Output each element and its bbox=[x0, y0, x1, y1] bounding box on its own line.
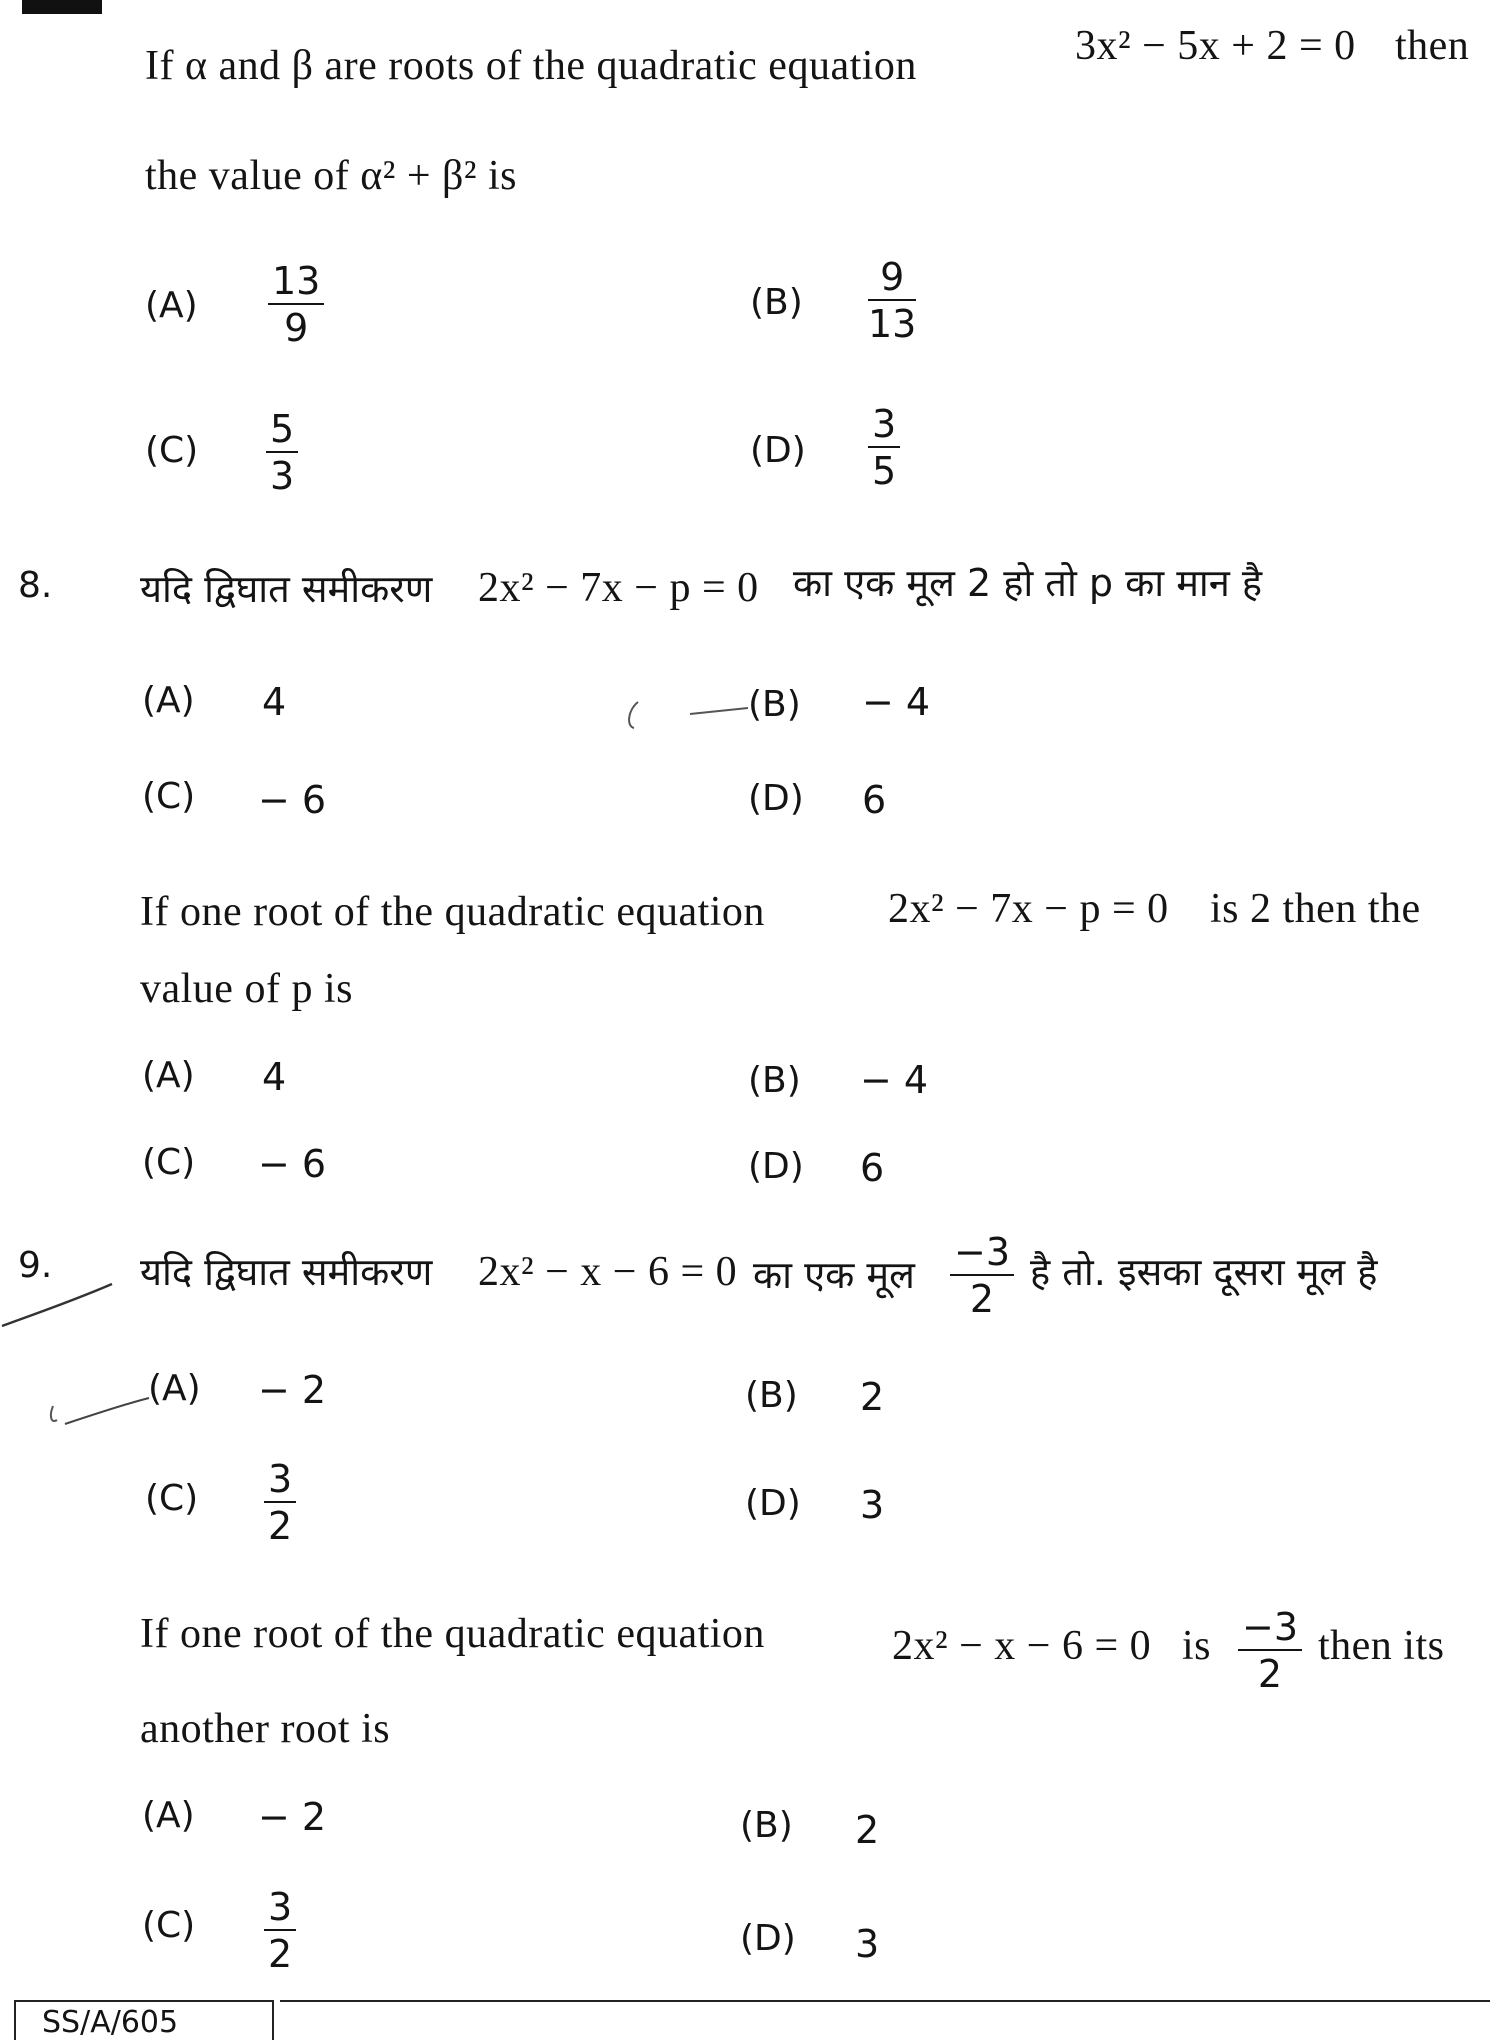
pencil-tick-mark bbox=[620, 690, 770, 740]
q9-en-is: is bbox=[1182, 1623, 1212, 1669]
q7-text-pre: If α and β are roots of the quadratic equation bbox=[145, 43, 917, 89]
q9-hi-option-a-value: − 2 bbox=[258, 1368, 327, 1412]
q9-hi-option-c-value: $\frac{3}{2}$ bbox=[264, 1460, 296, 1545]
q9-en-option-c-value: $\frac{3}{2}$ bbox=[264, 1888, 296, 1973]
pencil-tick-mark-2 bbox=[45, 1380, 155, 1440]
q8-en-option-b-label: (B) bbox=[748, 1060, 801, 1101]
q8-hi-option-b-value: − 4 bbox=[862, 680, 931, 724]
q8-en-option-b-value: − 4 bbox=[860, 1058, 929, 1102]
q8-hi-option-a-label: (A) bbox=[142, 680, 195, 721]
q9-hi-option-d-label: (D) bbox=[745, 1483, 801, 1524]
q8-hindi-text-post: का एक मूल 2 हो तो p का मान है bbox=[793, 561, 1263, 605]
q7-option-c-label: (C) bbox=[145, 430, 199, 471]
q7-option-b-value: $\frac{9}{13}$ bbox=[868, 255, 917, 346]
q9-hi-option-d-value: 3 bbox=[860, 1483, 885, 1527]
q9-en-option-a-value: − 2 bbox=[258, 1795, 327, 1839]
pencil-stroke-mark bbox=[0, 1268, 120, 1338]
q8-hi-option-d-value: 6 bbox=[862, 778, 887, 822]
q9-hindi-equation: 2x² − x − 6 = 0 bbox=[478, 1249, 738, 1295]
q9-hi-option-c-label: (C) bbox=[145, 1478, 199, 1519]
q7-option-a-value: $\frac{13}{9}$ bbox=[268, 262, 324, 347]
q9-en-fraction: $\frac{-3}{2}$ bbox=[1238, 1608, 1302, 1693]
q8-hi-option-c-label: (C) bbox=[142, 776, 196, 817]
q7-question-line1 bbox=[145, 42, 917, 90]
q8-en-option-a-value: 4 bbox=[262, 1055, 287, 1099]
q9-en-option-c-label: (C) bbox=[142, 1905, 196, 1946]
q8-hi-option-b-label: (B) bbox=[748, 684, 801, 725]
q9-en-option-b-label: (B) bbox=[740, 1805, 793, 1846]
q9-en-text-pre: If one root of the quadratic equation bbox=[140, 1611, 765, 1657]
q7-question-line2: the value of α² + β² is bbox=[145, 153, 518, 199]
q8-en-text-post: is 2 then the bbox=[1210, 886, 1421, 932]
q9-hindi-text-pre: यदि द्विघात समीकरण bbox=[140, 1250, 433, 1294]
q8-en-text-pre: If one root of the quadratic equation bbox=[140, 889, 765, 935]
q8-en-line2: value of p is bbox=[140, 966, 353, 1012]
q8-hindi-text-pre: यदि द्विघात समीकरण bbox=[140, 567, 433, 611]
q7-equation: 3x² − 5x + 2 = 0 bbox=[1075, 23, 1356, 69]
q8-en-option-d-label: (D) bbox=[748, 1146, 804, 1187]
q8-en-option-a-label: (A) bbox=[142, 1055, 195, 1096]
q7-option-d-value: $\frac{3}{5}$ bbox=[868, 405, 900, 490]
q8-hi-option-c-value: − 6 bbox=[258, 778, 327, 822]
q7-option-d-label: (D) bbox=[750, 430, 806, 471]
q8-en-option-c-label: (C) bbox=[142, 1142, 196, 1183]
q9-en-line2: another root is bbox=[140, 1706, 391, 1752]
q7-option-c-value: $\frac{5}{3}$ bbox=[266, 410, 298, 495]
q9-hi-option-a-label: (A) bbox=[148, 1368, 201, 1409]
q7-option-a-label: (A) bbox=[145, 285, 198, 326]
q9-en-option-a-label: (A) bbox=[142, 1795, 195, 1836]
q8-en-option-d-value: 6 bbox=[860, 1146, 885, 1190]
q9-hindi-text-post: है तो. इसका दूसरा मूल है bbox=[1030, 1250, 1378, 1294]
footer-rule bbox=[280, 2000, 1490, 2002]
q8-hi-option-a-value: 4 bbox=[262, 680, 287, 724]
q8-en-option-c-value: − 6 bbox=[258, 1142, 327, 1186]
corner-mark bbox=[22, 0, 102, 14]
q7-then: then bbox=[1395, 23, 1470, 69]
q9-en-option-d-label: (D) bbox=[740, 1918, 796, 1959]
q9-hi-option-b-value: 2 bbox=[860, 1375, 885, 1419]
q9-hindi-fraction: $\frac{-3}{2}$ bbox=[950, 1233, 1014, 1318]
q9-number: 9. bbox=[18, 1245, 53, 1286]
q8-hi-option-d-label: (D) bbox=[748, 778, 804, 819]
q9-en-equation: 2x² − x − 6 = 0 bbox=[892, 1623, 1152, 1669]
footer-page-code: SS/A/605 bbox=[14, 2000, 274, 2040]
q8-number: 8. bbox=[18, 565, 53, 606]
q8-hindi-equation: 2x² − 7x − p = 0 bbox=[478, 565, 759, 611]
q7-option-b-label: (B) bbox=[750, 282, 803, 323]
q9-en-option-d-value: 3 bbox=[855, 1922, 880, 1966]
q9-en-option-b-value: 2 bbox=[855, 1808, 880, 1852]
q8-en-equation: 2x² − 7x − p = 0 bbox=[888, 886, 1169, 932]
q9-en-text-post: then its bbox=[1318, 1623, 1445, 1669]
q9-hi-option-b-label: (B) bbox=[745, 1375, 798, 1416]
q9-hindi-text-mid: का एक मूल bbox=[753, 1253, 915, 1297]
